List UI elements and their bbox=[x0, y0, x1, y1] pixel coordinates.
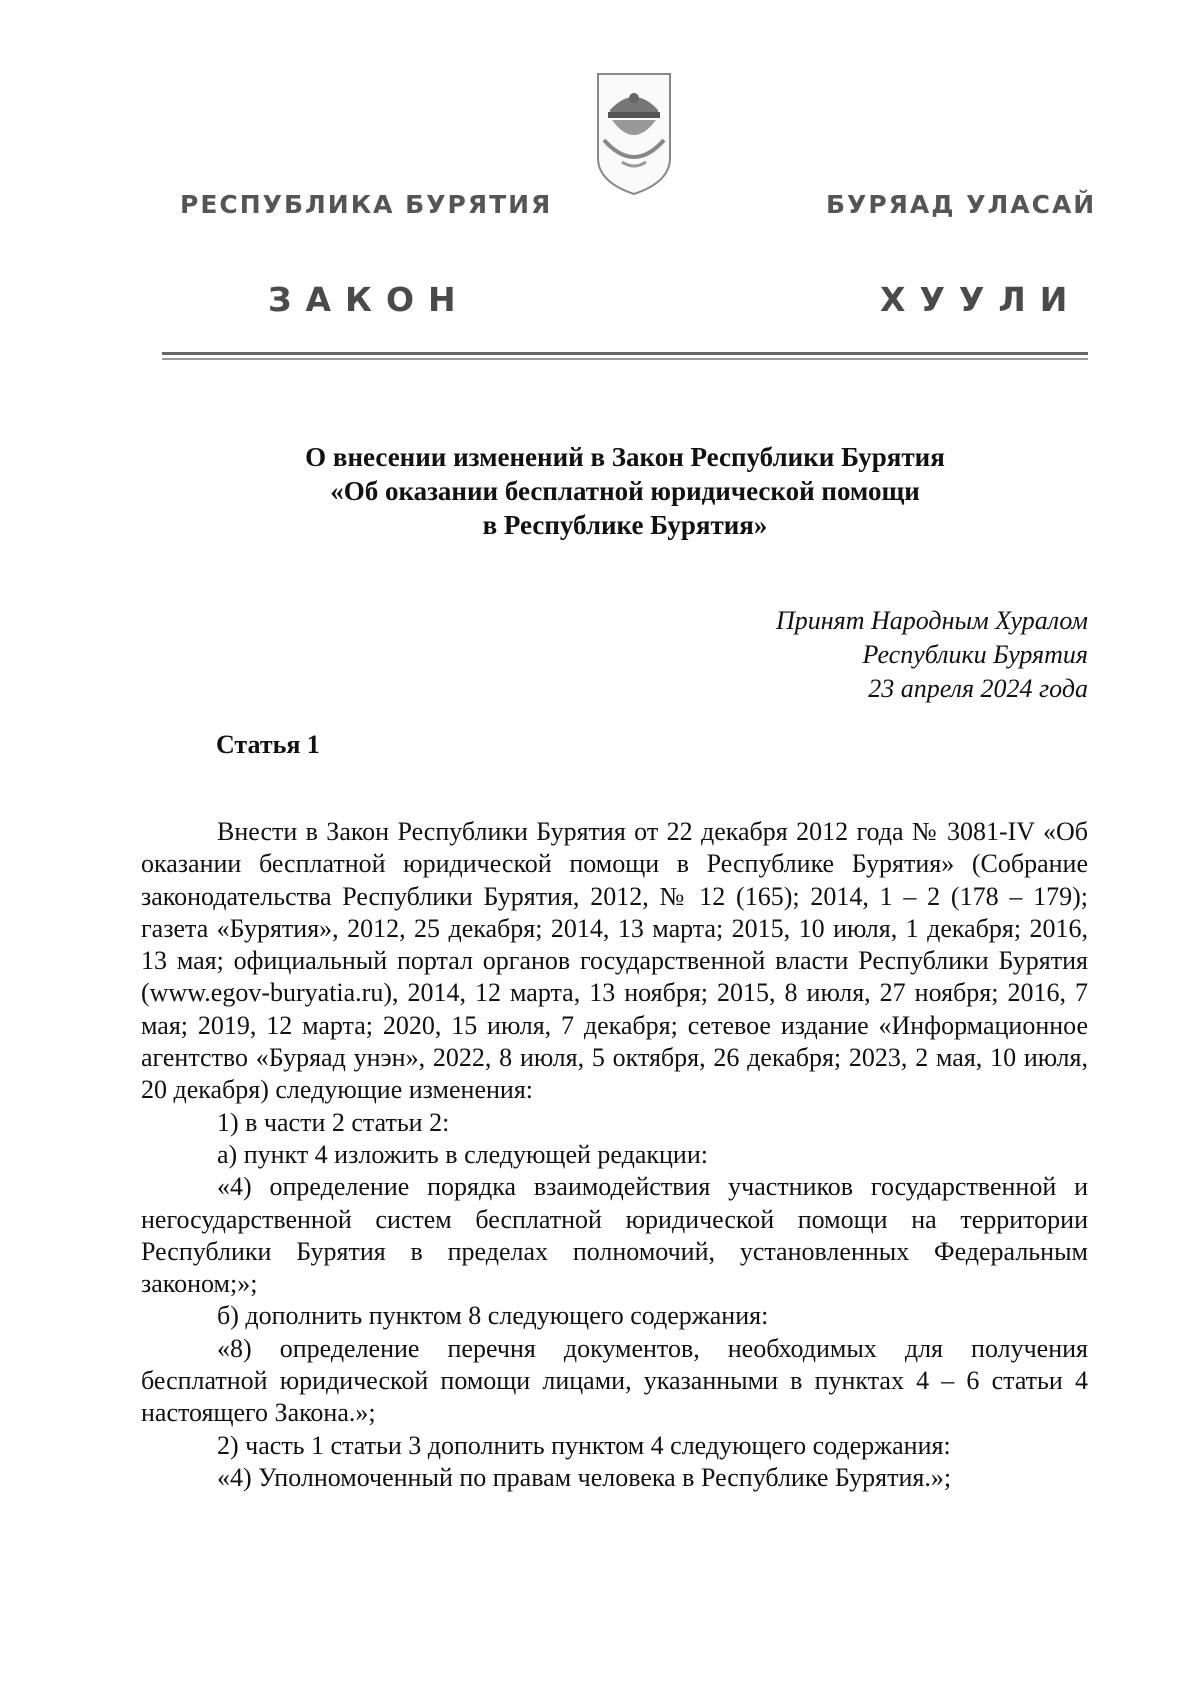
law-title-line: О внесении изменений в Закон Республики Бурятия bbox=[305, 442, 945, 472]
paragraph: «4) определение порядка взаимодействия участников государственной и негосударственной систем бесплатной юридической помощи на территории Республики Бурятия в пределах полномочий, установленных Федеральным законом;»; bbox=[141, 1172, 1088, 1299]
article-heading: Статья 1 bbox=[216, 730, 320, 759]
paragraph: 2) часть 1 статьи 3 дополнить пунктом 4 следующего содержания: bbox=[217, 1430, 951, 1460]
law-word-russian: ЗАКОН bbox=[268, 280, 470, 319]
adoption-note bbox=[776, 604, 1088, 706]
adoption-note-line: Республики Бурятия bbox=[862, 640, 1088, 669]
law-title bbox=[160, 440, 1090, 542]
paragraph: а) пункт 4 изложить в следующей редакции: bbox=[217, 1139, 708, 1169]
header-divider bbox=[162, 352, 1088, 355]
article-body bbox=[141, 816, 1088, 1494]
paragraph: «4) Уполномоченный по правам человека в Республике Бурятия.»; bbox=[217, 1462, 952, 1492]
header-divider-secondary bbox=[162, 358, 1088, 360]
law-title-line: «Об оказании бесплатной юридической помощи bbox=[330, 476, 920, 506]
paragraph: 1) в части 2 статьи 2: bbox=[217, 1107, 450, 1137]
republic-name-russian: РЕСПУБЛИКА БУРЯТИЯ bbox=[180, 190, 553, 219]
coat-of-arms-emblem bbox=[592, 70, 676, 198]
law-title-line: в Республике Бурятия» bbox=[482, 510, 768, 540]
law-word-buryat: ХУУЛИ bbox=[880, 280, 1082, 319]
adoption-note-line: Принят Народным Хуралом bbox=[775, 606, 1088, 635]
republic-name-buryat: БУРЯАД УЛАСАЙ bbox=[826, 190, 1097, 219]
paragraph: Внести в Закон Республики Бурятия от 22 декабря 2012 года № 3081-IV «Об оказании бесплатной юридической помощи в Республике Бурятия» (Собрание законодательства Республики Бурятия, 2012, № 12 (165); 2014, 1 – 2 (178 – 179); газета «Бурятия», 2012, 25 декабря; 2014, 13 марта; 2015, 10 июля, 1 декабря; 2016, 13 мая; официальный портал органов государственной власти Республики Бурятия (www.egov-buryatia.ru), 2014, 12 марта, 13 ноября; 2015, 8 июля, 27 ноября; 2016, 7 мая; 2019, 12 марта; 2020, 15 июля, 7 декабря; сетевое издание «Информационное агентство «Буряад унэн», 2022, 8 июля, 5 октября, 26 декабря; 2023, 2 мая, 10 июля, 20 декабря) следующие изменения: bbox=[141, 817, 1088, 1105]
paragraph: б) дополнить пунктом 8 следующего содержания: bbox=[217, 1301, 769, 1331]
adoption-note-line: 23 апреля 2024 года bbox=[868, 674, 1088, 703]
paragraph: «8) определение перечня документов, необходимых для получения бесплатной юридической помощи лицами, указанными в пунктах 4 – 6 статьи 4 настоящего Закона.»; bbox=[141, 1333, 1088, 1428]
